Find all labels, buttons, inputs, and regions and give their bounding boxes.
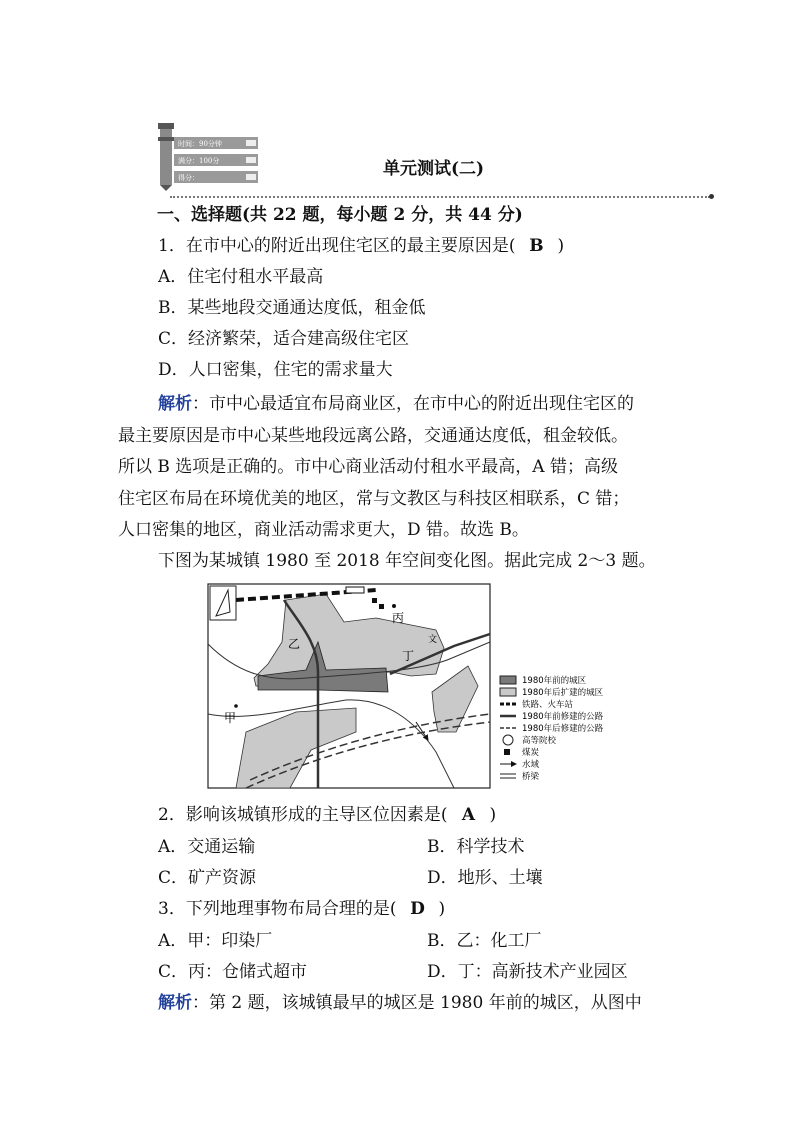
q1-option-b: B．某些地段交通通达度低，租金低 [158,298,426,318]
coal-mark-2 [379,604,384,609]
legend-railway: 铁路、火车站 [522,700,574,710]
q1-analysis-line-4: 住宅区布局在环境优美的地区，常与文教区与科技区相联系，C 错； [118,489,630,509]
divider-end-dot [709,194,714,199]
label-yi: 乙 [288,637,301,651]
section-heading: 一、选择题(共 22 题，每小题 2 分，共 44 分) [157,205,523,225]
dotted-divider [170,196,710,198]
label-wen: 文 [428,635,438,645]
exam-info-header [158,123,268,191]
q3-option-c: C．丙：仓储式超市 [158,962,308,982]
legend-bridge: 桥梁 [522,772,540,782]
label-ding: 丁 [402,649,415,663]
coal-point [392,604,396,608]
q23-analysis-line-1: 解析：第 2 题，该城镇最早的城区是 1980 年前的城区，从图中 [158,993,642,1013]
q1-option-c: C．经济繁荣，适合建高级住宅区 [158,329,410,349]
info-fullscore: 满分：100分 [178,157,220,165]
q1-analysis-line-1: 解析：市中心最适宜布局商业区，在市中心的附近出现住宅区的 [158,394,634,414]
q3-answer: D [410,899,425,919]
q1-option-a: A．住宅付租水平最高 [158,267,324,287]
legend-water: 水域 [522,760,540,770]
q1-stem: 1．在市中心的附近出现住宅区的最主要原因是( B ) [158,236,565,256]
legend-road-post: 1980年后修建的公路 [522,724,604,734]
legend-coal: 煤炭 [522,748,540,758]
q3-option-d: D．丁：高新技术产业园区 [427,962,628,982]
point-jia [234,704,238,708]
intro-q2-q3: 下图为某城镇 1980 至 2018 年空间变化图。据此完成 2～3 题。 [158,551,656,571]
q1-analysis-line-3: 所以 B 选项是正确的。市中心商业活动付租水平最高，A 错；高级 [118,457,618,477]
q2-option-a: A．交通运输 [158,837,256,857]
legend-post-1980-city: 1980年后扩建的城区 [522,688,604,698]
legend-college: 高等院校 [522,736,557,746]
coal-mark-1 [372,598,377,603]
label-bing: 丙 [392,611,405,625]
q1-option-d: D．人口密集，住宅的需求量大 [158,360,393,380]
label-jia: 甲 [224,711,237,725]
q3-option-b: B．乙：化工厂 [427,931,542,951]
q1-analysis-line-5: 人口密集的地区，商业活动需求更大，D 错。故选 B。 [118,520,529,540]
q2-option-d: D．地形、土壤 [427,868,543,888]
info-time: 时间：90分钟 [178,140,222,148]
legend-road-pre: 1980年前修建的公路 [522,712,604,722]
q2-answer: A [461,805,476,825]
analysis-label: 解析 [158,394,192,414]
q1-answer: B [529,236,544,256]
q2-stem: 2．影响该城镇形成的主导区位因素是( A ) [158,805,497,825]
town-change-map [206,582,634,790]
analysis-label-2: 解析 [158,993,192,1013]
info-score: 得分： [178,174,199,182]
train-station [346,587,364,593]
q3-option-a: A．甲：印染厂 [158,931,273,951]
page-title: 单元测试(二) [383,159,485,179]
q2-option-c: C．矿产资源 [158,868,257,888]
q1-analysis-line-2: 最主要原因是市中心某些地段远离公路，交通通达度低，租金较低。 [118,426,628,446]
q3-stem: 3．下列地理事物布局合理的是( D ) [158,899,446,919]
legend-pre-1980-city: 1980年前的城区 [522,676,587,686]
q2-option-b: B．科学技术 [427,837,525,857]
